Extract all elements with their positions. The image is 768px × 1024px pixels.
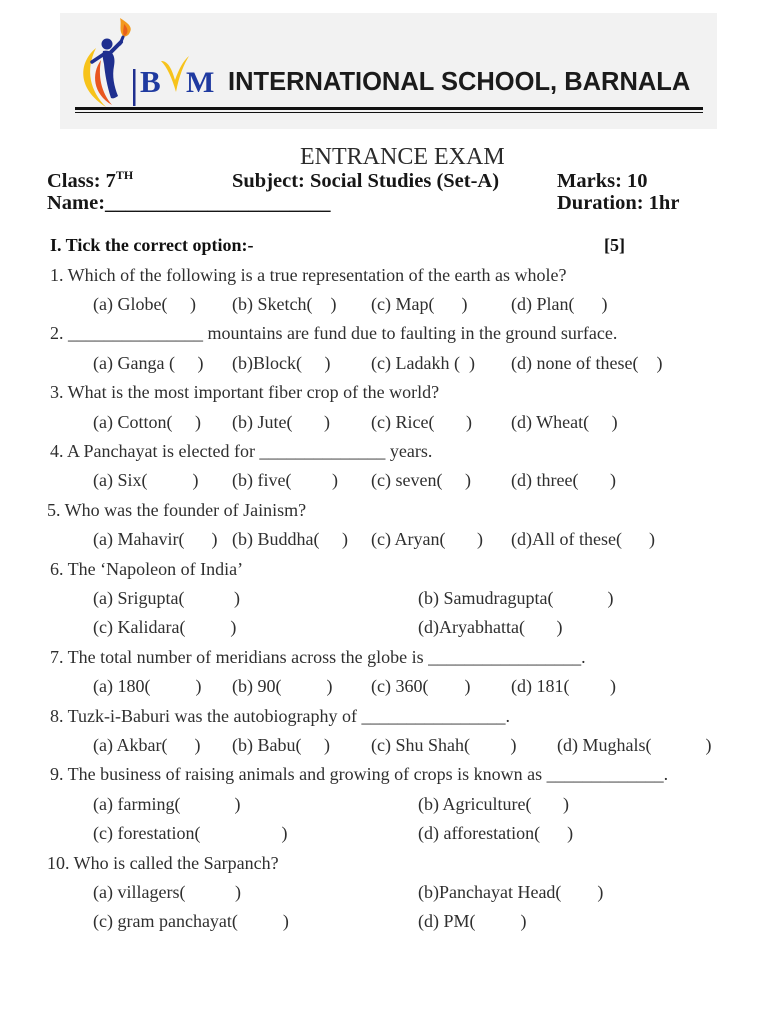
question-7-text: 7. The total number of meridians across the globe is _________________. — [50, 646, 586, 667]
question-row — [0, 760, 768, 789]
options-row — [0, 466, 768, 495]
option-3c: (c) Rice( ) — [371, 411, 472, 432]
option-10d: (d) PM( ) — [418, 911, 527, 932]
option-5a: (a) Mahavir( ) — [93, 529, 218, 550]
options-row — [0, 878, 768, 907]
option-7b: (b) 90( ) — [232, 676, 333, 697]
question-3-text: 3. What is the most important fiber crop of the world? — [50, 382, 440, 403]
school-name: INTERNATIONAL SCHOOL, BARNALA — [228, 68, 691, 96]
option-1c: (c) Map( ) — [371, 294, 468, 315]
option-5b: (b) Buddha( ) — [232, 529, 348, 550]
option-5d: (d)All of these( ) — [511, 529, 655, 550]
option-6c: (c) Kalidara( ) — [93, 617, 237, 638]
option-6b: (b) Samudragupta( ) — [418, 587, 614, 608]
question-row — [0, 437, 768, 466]
duration-info: Duration: 1hr — [557, 192, 680, 214]
option-9c: (c) forestation( ) — [93, 823, 288, 844]
logo-letter-b: B — [140, 64, 161, 99]
question-9-text: 9. The business of raising animals and growing of crops is known as _____________. — [50, 764, 669, 785]
option-2d: (d) none of these( ) — [511, 352, 663, 373]
options-row — [0, 613, 768, 642]
question-10-text: 10. Who is called the Sarpanch? — [47, 852, 279, 873]
option-7c: (c) 360( ) — [371, 676, 471, 697]
question-list — [0, 231, 768, 936]
option-10a: (a) villagers( ) — [93, 881, 241, 902]
options-row — [0, 731, 768, 760]
options-row — [0, 584, 768, 613]
option-8c: (c) Shu Shah( ) — [371, 734, 517, 755]
header-rule-thin — [75, 112, 703, 113]
options-row — [0, 907, 768, 936]
options-row — [0, 672, 768, 701]
option-1b: (b) Sketch( ) — [232, 294, 337, 315]
section-marks: [5] — [604, 235, 625, 256]
figure-head — [102, 39, 113, 50]
section-heading: I. Tick the correct option:- — [50, 235, 254, 256]
section-header — [0, 231, 768, 260]
header-rule-thick — [75, 107, 703, 110]
logo-letter-v-swoosh — [161, 56, 189, 92]
question-row — [0, 702, 768, 731]
option-7a: (a) 180( ) — [93, 676, 202, 697]
options-row — [0, 349, 768, 378]
option-4a: (a) Six( ) — [93, 470, 199, 491]
figure-other-arm — [92, 54, 104, 62]
question-row — [0, 849, 768, 878]
class-suffix: TH — [115, 168, 134, 182]
figure-body — [103, 51, 118, 99]
option-7d: (d) 181( ) — [511, 676, 616, 697]
option-9d: (d) afforestation( ) — [418, 823, 574, 844]
option-8d: (d) Mughals( ) — [557, 734, 712, 755]
question-8-text: 8. Tuzk-i-Baburi was the autobiography of ________________. — [50, 705, 510, 726]
option-3d: (d) Wheat( ) — [511, 411, 618, 432]
option-4c: (c) seven( ) — [371, 470, 471, 491]
option-10c: (c) gram panchayat( ) — [93, 911, 289, 932]
question-row — [0, 496, 768, 525]
option-5c: (c) Aryan( ) — [371, 529, 483, 550]
option-2b: (b)Block( ) — [232, 352, 331, 373]
option-9b: (b) Agriculture( ) — [418, 793, 569, 814]
options-row — [0, 408, 768, 437]
options-row — [0, 525, 768, 554]
option-2c: (c) Ladakh ( ) — [371, 352, 475, 373]
logo-divider-bar — [133, 69, 136, 106]
option-1a: (a) Globe( ) — [93, 294, 196, 315]
question-row — [0, 378, 768, 407]
option-6d: (d)Aryabhatta( ) — [418, 617, 563, 638]
option-6a: (a) Srigupta( ) — [93, 587, 240, 608]
question-row — [0, 319, 768, 348]
logo-letter-m: M — [186, 66, 215, 99]
option-4b: (b) five( ) — [232, 470, 338, 491]
option-8a: (a) Akbar( ) — [93, 734, 201, 755]
option-9a: (a) farming( ) — [93, 793, 241, 814]
options-row — [0, 790, 768, 819]
question-row — [0, 555, 768, 584]
option-2a: (a) Ganga ( ) — [93, 352, 204, 373]
option-10b: (b)Panchayat Head( ) — [418, 881, 604, 902]
option-3a: (a) Cotton( ) — [93, 411, 201, 432]
option-8b: (b) Babu( ) — [232, 734, 330, 755]
option-3b: (b) Jute( ) — [232, 411, 330, 432]
option-4d: (d) three( ) — [511, 470, 616, 491]
question-6-text: 6. The ‘Napoleon of India’ — [50, 558, 244, 579]
school-logo — [76, 14, 221, 110]
option-1d: (d) Plan( ) — [511, 294, 608, 315]
question-2-text: 2. _______________ mountains are fund due to faulting in the ground surface. — [50, 323, 618, 344]
question-row — [0, 643, 768, 672]
question-row — [0, 261, 768, 290]
question-5-text: 5. Who was the founder of Jainism? — [47, 499, 307, 520]
question-4-text: 4. A Panchayat is elected for ______________ years. — [50, 441, 433, 462]
marks-info: Marks: 10 — [557, 170, 648, 192]
question-1-text: 1. Which of the following is a true representation of the earth as whole? — [50, 264, 567, 285]
options-row — [0, 290, 768, 319]
exam-title: ENTRANCE EXAM — [300, 144, 505, 170]
subject-info: Subject: Social Studies (Set-A) — [232, 170, 500, 192]
options-row — [0, 819, 768, 848]
class-label: Class: 7 — [47, 170, 116, 192]
name-field: Name:______________________ — [47, 192, 331, 214]
figure-raised-arm — [111, 42, 121, 52]
